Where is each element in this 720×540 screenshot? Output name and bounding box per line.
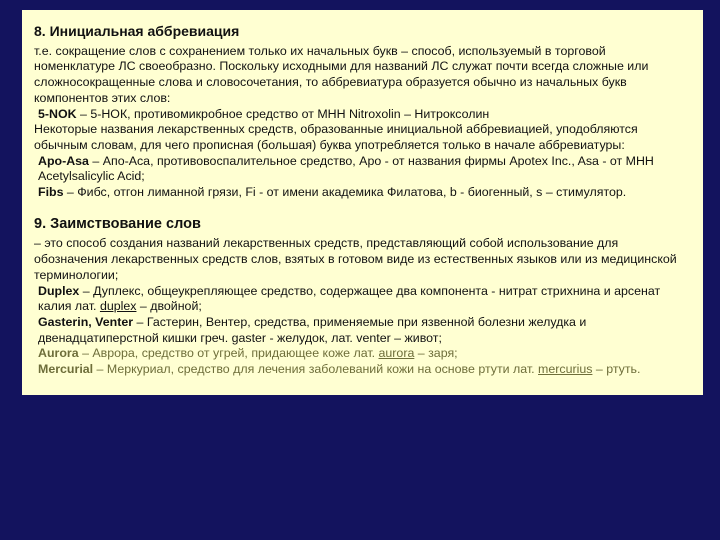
- section-1-intro: т.е. сокращение слов с сохранением только их начальных букв – способ, используемый в торговой номенклатуре ЛС своеобразно. Поскольку исходными для названий ЛС служат почти всегда сложные или сложносокращенные слова и словосочетания, то аббревиатура образуется обычно из начальных букв компонентов этих слов:: [34, 43, 649, 105]
- example-gasterin-venter: [34, 315, 690, 346]
- example-term: Aurora: [38, 346, 79, 361]
- example-apo-asa: [34, 154, 690, 185]
- slide-content: [34, 24, 690, 378]
- example-term: Duplex: [38, 283, 80, 298]
- example-term: 5-NOK: [38, 106, 77, 121]
- example-text: – Дуплекс, общеукрепляющее средство, содержащее два компонента - нитрат стрихнина и арсенат калия лат.: [38, 283, 661, 314]
- section-2-intro: – это способ создания названий лекарственных средств, представляющий собой использование для обозначения лекарственных средств слов, взятых в готовом виде из естественных языков или из медицинской терминологии;: [34, 236, 677, 282]
- example-text: – Апо-Аса, противовоспалительное средство, Apo - от названия фирмы Apotex Inc., Asa - от МНН Acetylsalicylic Acid;: [38, 153, 654, 184]
- example-text: – заря;: [414, 346, 458, 361]
- example-text: – Меркуриал, средство для лечения заболеваний кожи на основе ртути лат.: [93, 362, 539, 377]
- example-term: Mercurial: [38, 362, 94, 377]
- example-text: – Фибс, отгон лиманной грязи, Fi - от имени академика Филатова, b - биогенный, s – стимулятор.: [63, 185, 627, 200]
- example-5-nok: [34, 107, 690, 123]
- example-latin-word: mercurius: [538, 362, 593, 377]
- example-term: Apo-Asa: [38, 153, 89, 168]
- example-text: – Аврора, средство от угрей, придающее коже лат.: [78, 346, 379, 361]
- example-aurora: [34, 346, 690, 362]
- example-duplex: [34, 284, 690, 315]
- example-text: – Гастерин, Вентер, средства, применяемые при язвенной болезни желудка и двенадцатиперстной кишки греч. gaster - желудок, лат. venter – живот;: [38, 314, 587, 345]
- section-1-paragraph-2: Некоторые названия лекарственных средств, образованные инициальной аббревиацией, уподобляются обычным словам, для чего прописная (большая) буква употребляется только в начале аббревиатуры:: [34, 122, 638, 152]
- example-term: Gasterin, Venter: [38, 314, 134, 329]
- example-latin-word: aurora: [378, 346, 415, 361]
- example-fibs: [34, 185, 690, 201]
- section-2-title: 9. Заимствование слов: [34, 215, 201, 232]
- example-latin-word: duplex: [99, 299, 137, 314]
- example-mercurial: [34, 362, 690, 378]
- section-1-title: 8. Инициальная аббревиация: [34, 23, 240, 39]
- example-text: – ртуть.: [592, 362, 641, 377]
- example-text: – двойной;: [136, 299, 202, 314]
- example-term: Fibs: [38, 185, 64, 200]
- example-text: – 5-НОК, противомикробное средство от МНН Nitroxolin – Нитроксолин: [76, 106, 490, 121]
